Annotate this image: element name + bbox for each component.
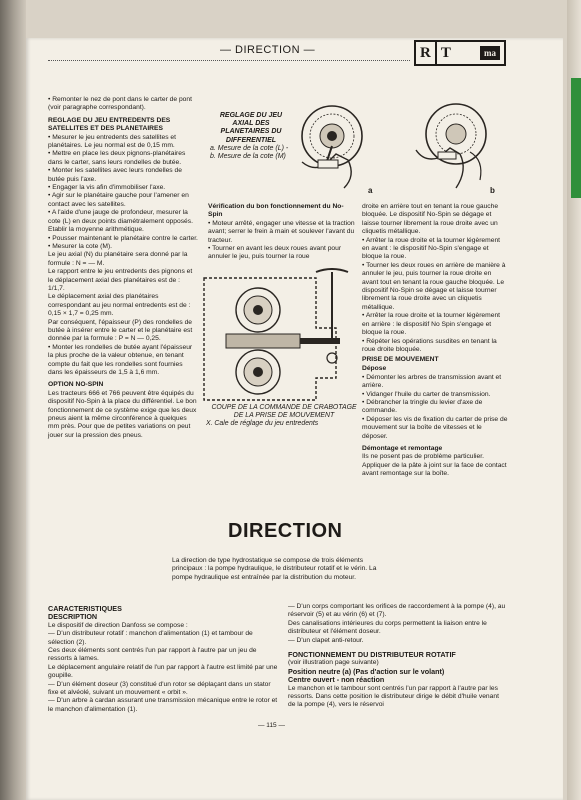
rtma-logo [414,40,506,66]
figure-measure-l [292,102,374,194]
bottom-left-para: Le dispositif de direction Danfoss se compose : [48,621,188,629]
col1-intro: • Remonter le nez de pont dans le carter de pont (voir paragraphe correspondant). [48,96,192,112]
col1-para: • Monter les rondelles de butée ayant l'épaisseur la plus proche de la valeur obtenue, en tenant compte du fait que les rondelles sont fournies dans les épaisseurs de 1,5 à 1,6 mm. [48,343,193,376]
bottom-right-sub: Position neutre (a) (Pas d'action sur le volant) [288,666,445,676]
col3-heading-pto: PRISE DE MOUVEMENT [362,356,439,363]
bottom-heading: CARACTERISTIQUES [48,604,122,613]
bottom-left-para: Le déplacement angulaire relatif de l'un par rapport à l'autre est limité par une goupille. [48,663,278,680]
bottom-left-para: — D'un élément doseur (3) constitué d'un rotor se déplaçant dans un stator fixe et alvéolé, suivant un mouvement « orbit ». [48,680,271,697]
col1-para: • Mesurer le jeu entredents des satellites et planétaires. Le jeu normal est de 0,15 mm. [48,133,176,150]
col1-heading-option: OPTION NO-SPIN [48,381,104,389]
column-rotary-distributor [288,603,506,710]
col1-heading: REGLAGE DU JEU ENTREDENTS DES SATELLITES ET DES PLANETAIRES [48,116,171,133]
col3-para: • Arrêter la roue droite et la tourner légèrement en avant : le dispositif No-Spin s'engage et bloque la roue. [362,236,501,261]
bottom-right-heading: FONCTIONNEMENT DU DISTRIBUTEUR ROTATIF [288,650,456,660]
col3-para: • Tourner les deux roues en arrière de manière à annuler le jeu, puis tourner la roue droite en avant tout en tenant la roue gauche bloquée. Le dispositif No-Spin se dégage et laisse tourner librement la roue droite avec un cliquetis métallique. [362,261,506,311]
bottom-left-para: — D'un arbre à cardan assurant une transmission mécanique entre le rotor et le manchon d'alimentation (1). [48,697,278,713]
figure-pto-coupling [196,268,356,408]
col1-para: Le jeu axial (N) du planétaire sera donné par la formule : N = — M. [48,251,188,267]
col3-depose: • Débrancher la tringle du levier d'axe de commande. [362,399,483,415]
page-title: — DIRECTION — [220,44,316,56]
col1-para: • Mettre en place les deux pignons-planétaires dans le carter, sans leurs rondelles de butée. [48,150,186,166]
bottom-subheading: DESCRIPTION [48,612,98,622]
figure-label-b: b [490,186,495,195]
figure-top-sub: a. Mesure de la cote (L) - b. Mesure de la cote (M) [210,144,289,161]
column-characteristics [48,605,281,714]
col3-depose: • Déposer les vis de fixation du carter de prise de mouvement sur la boîte de vitesses et le déposer. [362,415,508,440]
column-differential [48,96,198,440]
column-nospin-check [208,203,358,262]
col3-para: • Arrêter la roue droite et la tourner légèrement en arrière : le dispositif No Spin s'engage et bloque la roue. [362,312,501,337]
col1-para: • Pousser maintenant le planétaire contre le carter. [48,234,198,242]
bottom-right-para: — D'un corps comportant les orifices de raccordement à la pompe (4), au réservoir (5) et au vérin (6) et (7). [288,603,506,619]
column-pto [362,352,508,479]
logo-r: R [416,42,437,64]
bottom-right-sub2: Centre ouvert - non réaction [288,675,385,685]
bottom-right-note: (voir illustration page suivante) [288,659,379,667]
col3-depose: • Vidanger l'huile du carter de transmission. [362,390,491,398]
page-number: — 115 — [258,722,285,729]
figure-pto-sub: X. Cale de réglage du jeu entredents [206,420,319,427]
col2-para: • Moteur arrêté, engager une vitesse et la traction avant; serrer le frein à main et soulever l'avant du tracteur. [208,219,355,244]
figure-pto-caption [206,404,362,428]
col1-para: Par conséquent, l'épaisseur (P) des rondelles de butée à insérer entre le carter et le planétaire est donnée par la formule : P = N — 0,25. [48,318,193,343]
bottom-right-text: Le manchon et le tambour sont centrés l'un par rapport à l'autre par les ressorts. Dans cette position le distributeur dirige le débit d'huile venant de la pompe (4), vers le réservoi [288,684,499,709]
header-rule [48,60,410,61]
col1-para: • Monter les satellites avec leurs rondelles de butée puis l'axe. [48,167,182,183]
col1-para: • Mesurer la cote (M). [48,242,113,250]
col3-depose: • Démonter les arbres de transmission avant et arrière. [362,373,502,390]
figure-label-a: a [368,186,373,195]
col3-remontage: Ils ne posent pas de problème particulier. Appliquer de la pâte à joint sur la face de contact avant remontage sur la boîte. [362,453,507,478]
scan-shadow-left [0,0,26,800]
bottom-left-para: Ces deux éléments sont centrés l'un par rapport à l'autre par un jeu de ressorts à lames. [48,647,257,663]
col1-para: • Agir sur le planétaire gauche pour l'amener en contact avec les satellites. [48,192,189,208]
figure-top-title: REGLAGE DU JEU AXIAL DES PLANETAIRES DU DIFFERENTIEL [219,112,283,144]
figure-measure-m [408,102,502,194]
col2-para: • Tourner en avant les deux roues avant pour annuler le jeu, puis tourner la roue [208,245,342,261]
col1-para: Le déplacement axial des planétaires correspondant au jeu normal entredents est de : 0,15 × 1,7 = 0,25 mm. [48,293,191,318]
col3-para: droite en arrière tout en tenant la roue gauche bloquée. Le dispositif No-Spin se dégage et laisse tourner librement la roue droite avec un cliquetis métallique. [362,203,499,236]
col3-para: • Répéter les opérations susdites en tenant la roue droite bloquée. [362,337,497,353]
logo-badge: ma [480,46,500,60]
bottom-right-para: Des canalisations intérieures du corps permettent la liaison entre le distributeur et l'élément doseur. [288,619,487,636]
figure-top-caption [210,112,292,161]
logo-t: T [440,44,451,61]
col1-para: • A l'aide d'une jauge de profondeur, mesurer la cote (L) en deux points diamétralement opposés. Etablir la moyenne arithmétique. [48,209,193,234]
bottom-left-para: — D'un distributeur rotatif : manchon d'alimentation (1) et tambour de sélection (2). [48,630,253,646]
col2-heading: Vérification du bon fonctionnement du No-Spin [208,203,344,219]
section-title: DIRECTION [228,520,343,542]
bottom-right-para: — D'un clapet anti-retour. [288,636,364,644]
green-tab [571,78,581,198]
col3-heading-remontage: Démontage et remontage [362,445,443,453]
col1-para: Le rapport entre le jeu entredents des pignons et le déplacement axial des planétaires est de : 1/1,7. [48,268,193,292]
column-nospin-cont [362,203,508,354]
col3-heading-depose: Dépose [362,365,387,373]
col1-option-text: Les tracteurs 666 et 766 peuvent être équipés du dispositif No-Spin à la place du différentiel. Le bon fonctionnement de ce système exige que les deux pneus aient la même circonférence à quelques mm près. Pour que de petites variations on peut jouer sur la pression des pneus. [48,389,197,439]
figure-pto-title: COUPE DE LA COMMANDE DE CRABOTAGE DE LA PRISE DE MOUVEMENT [211,404,357,419]
section-intro: La direction de type hydrostatique se compose de trois éléments principaux : la pompe hydraulique, le distributeur rotatif et le vérin. La pompe hydraulique est entraînée par la distribution du moteur. [172,557,377,581]
col1-para: • Engager la vis afin d'immobiliser l'axe. [48,184,166,192]
